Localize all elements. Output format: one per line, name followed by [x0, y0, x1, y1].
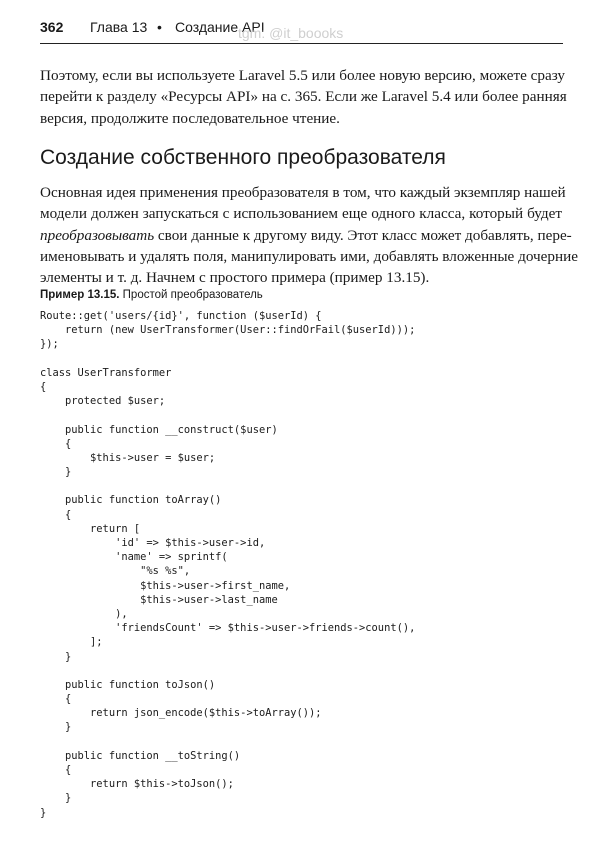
header-bullet: •	[157, 19, 162, 35]
body-paragraph	[40, 182, 578, 288]
code-line: public function __construct($user)	[40, 423, 278, 436]
code-line: return (new UserTransformer(User::findOrFail($userId)));	[40, 324, 416, 337]
text-line: модели должен запускаться с использованием еще одного класса, который будет	[40, 205, 562, 223]
code-line: public function toArray()	[40, 494, 222, 507]
code-line: {	[40, 764, 72, 776]
code-line: {	[40, 508, 72, 521]
section-heading: Создание собственного преобразователя	[40, 146, 446, 169]
text-fragment: свои данные к другому виду. Этот класс может добавлять, пере-	[154, 226, 572, 244]
emphasis-term: преобразовывать	[40, 226, 155, 244]
intro-paragraph	[40, 65, 567, 129]
code-line	[40, 479, 415, 493]
code-line: $this->user = $user;	[40, 451, 216, 464]
code-line: {	[40, 437, 72, 450]
code-line: {	[40, 380, 47, 393]
code-line: ];	[40, 636, 103, 649]
text-line: именовывать и удалять поля, манипулировать ими, добавлять вложенные дочерние	[40, 247, 578, 265]
example-title: Простой преобразователь	[119, 289, 263, 301]
text-line: версия, продолжите последовательное чтение.	[40, 109, 340, 127]
code-line: 'name' => sprintf(	[40, 551, 228, 564]
chapter-label: Глава 13	[90, 19, 148, 35]
code-line	[40, 352, 415, 366]
running-header	[40, 17, 563, 44]
page-number: 362	[40, 19, 64, 35]
code-line: });	[40, 338, 59, 351]
code-line: }	[40, 721, 72, 734]
code-listing	[40, 309, 415, 820]
code-line	[40, 664, 415, 678]
example-caption	[40, 289, 263, 301]
code-line: $this->user->last_name	[40, 593, 278, 606]
text-line: Поэтому, если вы используете Laravel 5.5 или более новую версию, можете сразу	[40, 67, 565, 84]
chapter-title: Создание API	[175, 19, 265, 35]
code-line: }	[40, 466, 72, 479]
code-line: protected $user;	[40, 395, 166, 408]
code-line: "%s %s",	[40, 565, 191, 578]
code-line: public function toJson()	[40, 678, 216, 691]
text-line	[40, 225, 572, 246]
example-label: Пример 13.15.	[40, 289, 120, 301]
text-line: перейти к разделу «Ресурсы API» на с. 365. Если же Laravel 5.4 или более ранняя	[40, 88, 567, 106]
code-line: }	[40, 806, 47, 819]
code-line: $this->user->first_name,	[40, 579, 291, 592]
code-line: }	[40, 650, 72, 663]
code-line: public function __toString()	[40, 749, 241, 762]
code-line: return [	[40, 522, 141, 535]
text-line: Основная идея применения преобразователя в том, что каждый экземпляр нашей	[40, 184, 566, 201]
code-line: {	[40, 693, 72, 706]
code-line: ),	[40, 607, 128, 620]
text-line: элементы и т. д. Начнем с простого примера (пример 13.15).	[40, 269, 430, 287]
code-line: return json_encode($this->toArray());	[40, 707, 322, 720]
code-line: return $this->toJson();	[40, 778, 234, 791]
code-line	[40, 408, 415, 422]
code-line: class UserTransformer	[40, 366, 172, 379]
code-line: Route::get('users/{id}', function ($userId) {	[40, 310, 322, 322]
code-line: 'friendsCount' => $this->user->friends->count(),	[40, 622, 416, 635]
watermark: tgm: @it_boooks	[238, 25, 344, 41]
code-line: }	[40, 792, 72, 805]
code-line	[40, 735, 415, 749]
code-line: 'id' => $this->user->id,	[40, 537, 266, 549]
